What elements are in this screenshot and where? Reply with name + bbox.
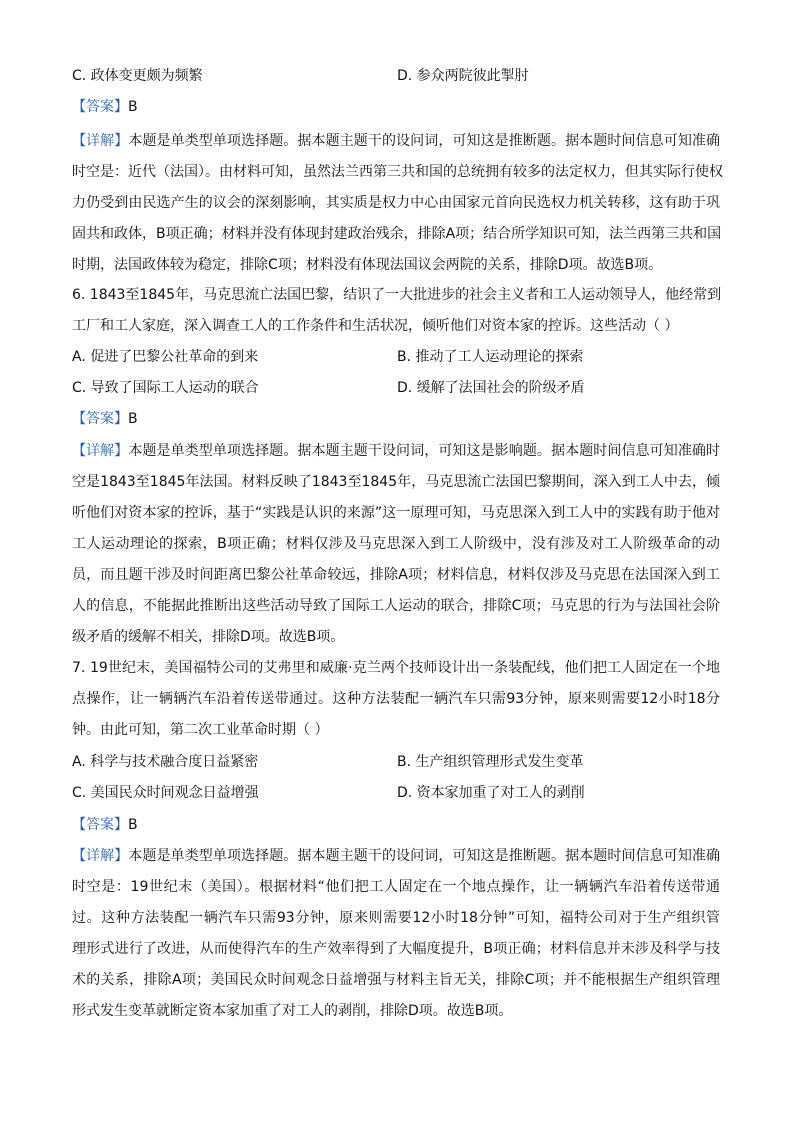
q5-detail-line: 固共和政体，B项正确；材料并没有体现封建政治残余，排除A项；结合所学知识可知，法兰西第三共和国 xyxy=(72,226,722,242)
q7-option-row xyxy=(72,783,585,803)
answer-label: 【答案】 xyxy=(72,411,128,427)
answer-value: B xyxy=(128,411,138,427)
q6-stem-line: 6. 1843至1845年，马克思流亡法国巴黎，结识了一大批进步的社会主义者和工人运动领导人，他经常到 xyxy=(72,287,722,303)
q5-option-d: D. 参众两院彼此掣肘 xyxy=(397,68,529,84)
q7-stem-line: 7. 19世纪末，美国福特公司的艾弗里和威廉·克兰两个技师设计出一条装配线，他们把工人固定在一个地 xyxy=(72,660,720,676)
q5-option-c: C. 政体变更颇为频繁 xyxy=(72,68,203,84)
q6-detail-line: 人的信息，不能据此推断出这些活动导致了国际工人运动的联合，排除C项；马克思的行为与法国社会阶 xyxy=(72,598,720,614)
q7-option-a: A. 科学与技术融合度日益紧密 xyxy=(72,754,259,770)
q5-answer xyxy=(72,97,138,117)
q5-detail-line: 力仍受到由民选产生的议会的深刻影响，其实质是权力中心由国家元首向民选权力机关转移，这有助于巩 xyxy=(72,195,720,211)
q7-option-d: D. 资本家加重了对工人的剥削 xyxy=(397,785,585,801)
q6-detail-line: 【详解】本题是单类型单项选择题。据本题主题干设问词，可知这是影响题。据本题时间信息可知准确时 xyxy=(72,443,721,459)
detail-label: 【详解】 xyxy=(72,443,129,459)
answer-value: B xyxy=(128,99,138,115)
q7-detail-line: 术的关系，排除A项；美国民众时间观念日益增强与材料主旨无关，排除C项；并不能根据生产组织管理 xyxy=(72,972,720,988)
q7-detail-line: 过。这种方法装配一辆汽车只需93分钟，原来则需要12小时18分钟”可知，福特公司对于生产组织管 xyxy=(72,910,720,926)
q6-detail-line: 员，而且题干涉及时间距离巴黎公社革命较远，排除A项；材料信息，材料仅涉及马克思在法国深入到工 xyxy=(72,567,720,583)
q6-option-d: D. 缓解了法国社会的阶级矛盾 xyxy=(397,380,585,396)
q6-option-b: B. 推动了工人运动理论的探索 xyxy=(397,349,584,365)
q5-option-row xyxy=(72,66,529,86)
q6-option-a: A. 促进了巴黎公社革命的到来 xyxy=(72,349,259,365)
q6-option-row xyxy=(72,378,585,398)
detail-label: 【详解】 xyxy=(72,133,129,149)
q7-detail-line: 理形式进行了改进，从而使得汽车的生产效率得到了大幅度提升，B项正确；材料信息并未涉及科学与技 xyxy=(72,941,720,957)
q6-stem-line: 工厂和工人家庭，深入调查工人的工作条件和生活状况，倾听他们对资本家的控诉。这些活动（ ） xyxy=(72,318,679,334)
q6-option-c: C. 导致了国际工人运动的联合 xyxy=(72,380,259,396)
q6-detail-line: 空是1843至1845年法国。材料反映了1843至1845年，马克思流亡法国巴黎期间，深入到工人中去，倾 xyxy=(72,474,720,490)
q7-option-row xyxy=(72,752,584,772)
q7-answer xyxy=(72,815,138,835)
answer-label: 【答案】 xyxy=(72,817,128,833)
q7-option-b: B. 生产组织管理形式发生变革 xyxy=(397,754,584,770)
answer-label: 【答案】 xyxy=(72,99,128,115)
q5-detail-line: 时空是：近代（法国）。由材料可知，虽然法兰西第三共和国的总统拥有较多的法定权力，但其实际行使权 xyxy=(72,164,723,180)
q5-detail-line: 时期，法国政体较为稳定，排除C项；材料没有体现法国议会两院的关系，排除D项。故选B项。 xyxy=(72,257,663,273)
q7-detail-line: 形式发生变革就断定资本家加重了对工人的剥削，排除D项。故选B项。 xyxy=(72,1003,513,1019)
q7-stem-line: 钟。由此可知，第二次工业革命时期（ ） xyxy=(72,722,329,738)
detail-label: 【详解】 xyxy=(72,848,129,864)
q7-detail-line: 时空是：19世纪末（美国）。根据材料“他们把工人固定在一个地点操作，让一辆辆汽车沿着传送带通 xyxy=(72,879,720,895)
q6-detail-line: 工人运动理论的探索，B项正确；材料仅涉及马克思深入到工人阶级中，没有涉及对工人阶级革命的动 xyxy=(72,536,720,552)
answer-value: B xyxy=(128,817,138,833)
q6-detail-line: 级矛盾的缓解不相关，排除D项。故选B项。 xyxy=(72,629,345,645)
q7-detail-line: 【详解】本题是单类型单项选择题。据本题主题干的设问词，可知这是推断题。据本题时间信息可知准确 xyxy=(72,848,721,864)
q5-detail-line: 【详解】本题是单类型单项选择题。据本题主题干的设问词，可知这是推断题。据本题时间信息可知准确 xyxy=(72,133,721,149)
q7-option-c: C. 美国民众时间观念日益增强 xyxy=(72,785,259,801)
q6-detail-line: 听他们对资本家的控诉，基于“实践是认识的来源”这一原理可知，马克思深入到工人中的实践有助于他对 xyxy=(72,505,720,521)
q6-option-row xyxy=(72,347,584,367)
q7-stem-line: 点操作，让一辆辆汽车沿着传送带通过。这种方法装配一辆汽车只需93分钟，原来则需要12小时18分 xyxy=(72,691,720,707)
q6-answer xyxy=(72,409,138,429)
